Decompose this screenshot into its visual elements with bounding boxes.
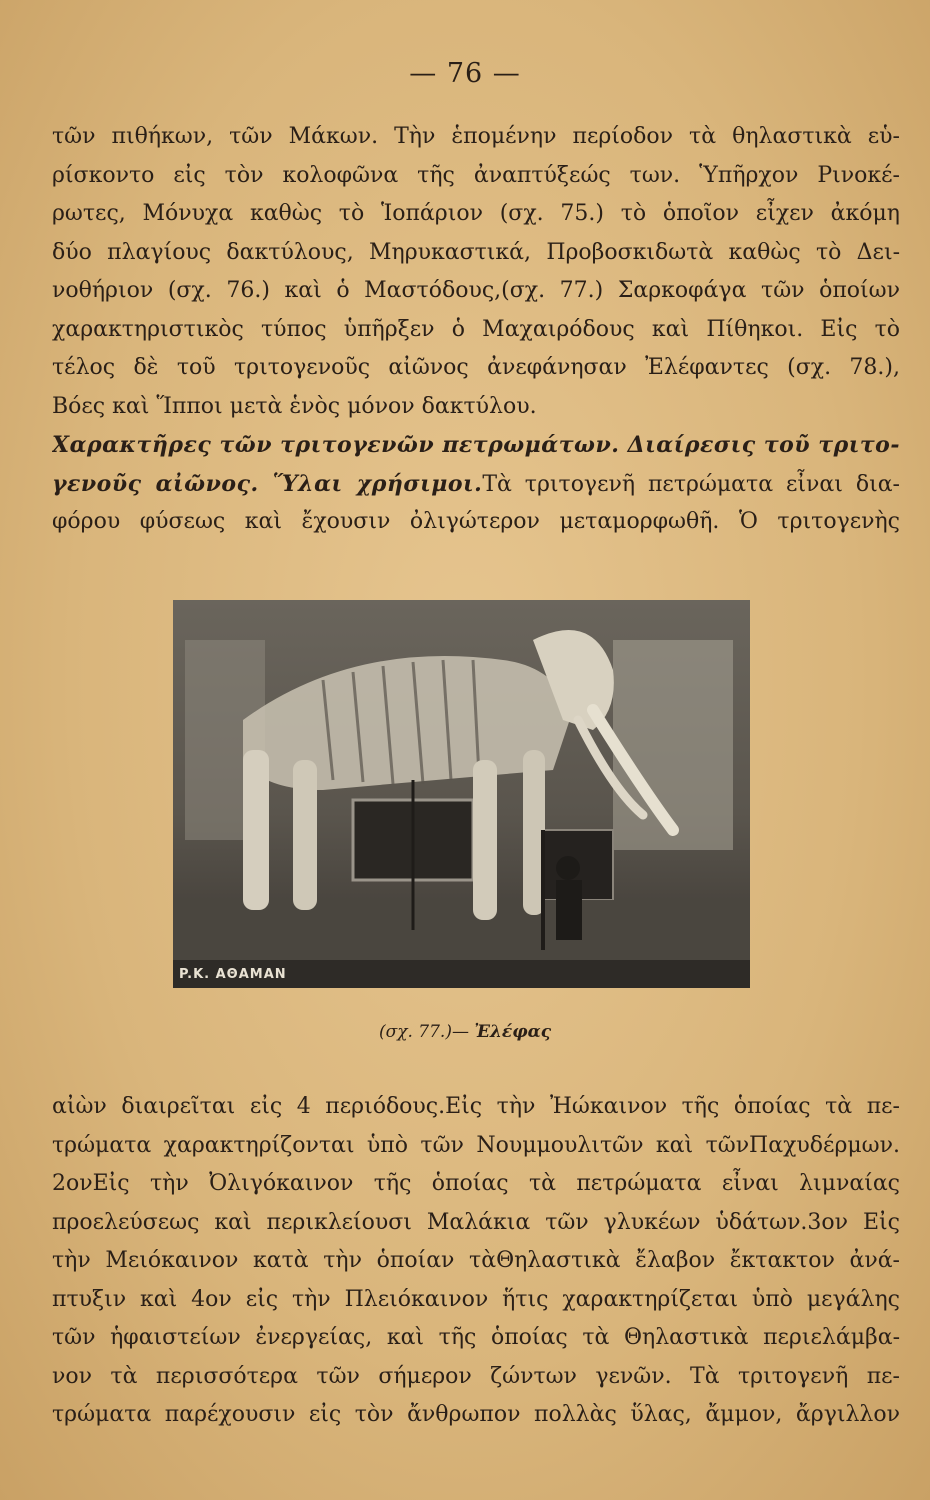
text-line: τὴν Μειόκαινον κατὰ τὴν ὁποίαν τὰΘηλαστικὰ ἔλαβον ἔκτακτον ἀνά- (52, 1248, 900, 1273)
section-heading-line-2 (52, 465, 900, 504)
text-line: τέλος δὲ τοῦ τριτογενοῦς αἰῶνος ἀνεφάνησαν Ἐλέφαντες (σχ. 78.), (52, 355, 900, 380)
text-line: πτυξιν καὶ 4ον εἰς τὴν Πλειόκαινον ἥτις χαρακτηρίζεται ὑπὸ μεγάλης (52, 1286, 900, 1312)
text-line: χαρακτηριστικὸς τύπος ὑπῆρξεν ὁ Μαχαιρόδους καὶ Πίθηκοι. Εἰς τὸ (52, 316, 900, 342)
text-line: Βόες καὶ Ἵπποι μετὰ ἑνὸς μόνον δακτύλου. (52, 393, 537, 419)
text-line: φόρου φύσεως καὶ ἔχουσιν ὀλιγώτερον μεταμορφωθῆ. Ὁ τριτογενὴς (52, 509, 900, 534)
photo-credit: P.K. ΑΘΑΜΑΝ (179, 967, 287, 982)
text-line: τρώματα παρέχουσιν εἰς τὸν ἄνθρωπον πολλὰς ὕλας, ἄμμον, ἄργιλλον (52, 1402, 900, 1427)
text-line: τρώματα χαρακτηρίζονται ὑπὸ τῶν Νουμμουλιτῶν καὶ τῶνΠαχυδέρμων. (52, 1132, 900, 1158)
elephant-skeleton-photo (173, 600, 750, 988)
text-line: νον τὰ περισσότερα τῶν σήμερον ζώντων γενῶν. Τὰ τριτογενῆ πε- (52, 1363, 900, 1389)
text-line: ρίσκοντο εἰς τὸν κολοφῶνα τῆς ἀναπτύξεώς των. Ὑπῆρχον Ρινοκέ- (52, 162, 900, 188)
page-number: — 76 — (409, 58, 521, 89)
section-heading-continuation: γενοῦς αἰῶνος. Ὕλαι χρήσιμοι. (52, 470, 483, 497)
text-line: τῶν ἡφαιστείων ἐνεργείας, καὶ τῆς ὁποίας τὰ Θηλαστικὰ περιελάμβα- (52, 1325, 900, 1350)
caption-title: Ἐλέφας (474, 1022, 552, 1042)
text-line: δύο πλαγίους δακτύλους, Μηρυκαστικά, Προβοσκιδωτὰ καθὼς τὸ Δει- (52, 239, 900, 265)
text-line: αἰὼν διαιρεῖται εἰς 4 περιόδους.Εἰς τὴν Ἠώκαινον τῆς ὁποίας τὰ πε- (52, 1094, 900, 1119)
photo-illustration (173, 600, 750, 988)
caption-number: (σχ. 77.)— (378, 1022, 469, 1042)
figure-caption (0, 1022, 930, 1042)
text-fragment: Τὰ τριτογενῆ πετρώματα εἶναι δια- (482, 471, 900, 497)
text-line: ρωτες, Μόνυχα καθὼς τὸ Ἱοπάριον (σχ. 75.) τὸ ὁποῖον εἶχεν ἀκόμη (52, 201, 900, 226)
text-line: 2ονΕἰς τὴν Ὀλιγόκαινον τῆς ὁποίας τὰ πετρώματα εἶναι λιμναίας (52, 1171, 900, 1196)
text-line: νοθήριον (σχ. 76.) καὶ ὁ Μαστόδους,(σχ. 77.) Σαρκοφάγα τῶν ὁποίων (52, 278, 900, 303)
text-line: τῶν πιθήκων, τῶν Μάκων. Τὴν ἑπομένην περίοδον τὰ θηλαστικὰ εὑ- (52, 124, 900, 149)
bottom-paragraph (52, 1088, 900, 1435)
text-line: προελεύσεως καὶ περικλείουσι Μαλάκια τῶν γλυκέων ὑδάτων.3ον Εἰς (52, 1209, 900, 1235)
top-paragraph (52, 118, 900, 542)
section-heading-line: Χαρακτῆρες τῶν τριτογενῶν πετρωμάτων. Διαίρεσις τοῦ τριτο- (52, 432, 900, 458)
